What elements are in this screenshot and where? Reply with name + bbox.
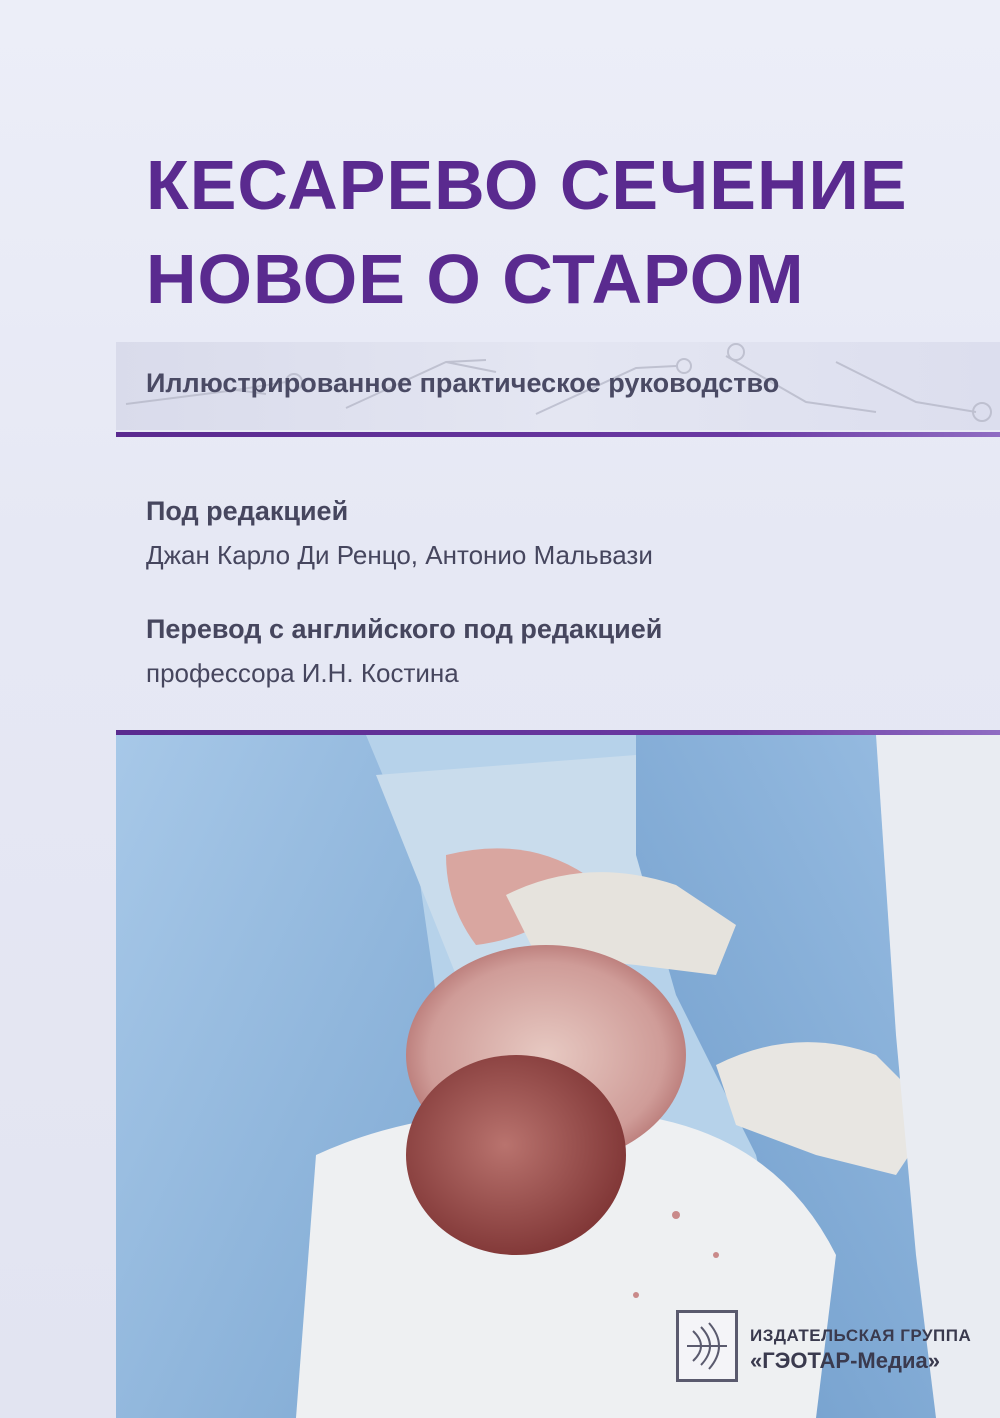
- subtitle-band: [116, 342, 1000, 430]
- translation-label: Перевод с английского под редакцией: [146, 614, 663, 644]
- subtitle: Иллюстрированное практическое руководство: [146, 368, 780, 398]
- book-title-line-2: НОВОЕ О СТАРОМ: [146, 240, 805, 318]
- publisher-logo-icon: [676, 1310, 738, 1382]
- publisher-name: «ГЭОТАР-Медиа»: [750, 1348, 940, 1373]
- publisher-group-label: ИЗДАТЕЛЬСКАЯ ГРУППА: [750, 1326, 972, 1345]
- translation-names: профессора И.Н. Костина: [146, 658, 459, 688]
- editors-label: Под редакцией: [146, 496, 349, 526]
- book-title: [146, 138, 966, 326]
- editors-names: Джан Карло Ди Ренцо, Антонио Мальвази: [146, 540, 653, 570]
- publisher-block: [676, 1310, 972, 1400]
- divider-top: [116, 432, 1000, 437]
- book-title-line-1: КЕСАРЕВО СЕЧЕНИЕ: [146, 146, 908, 224]
